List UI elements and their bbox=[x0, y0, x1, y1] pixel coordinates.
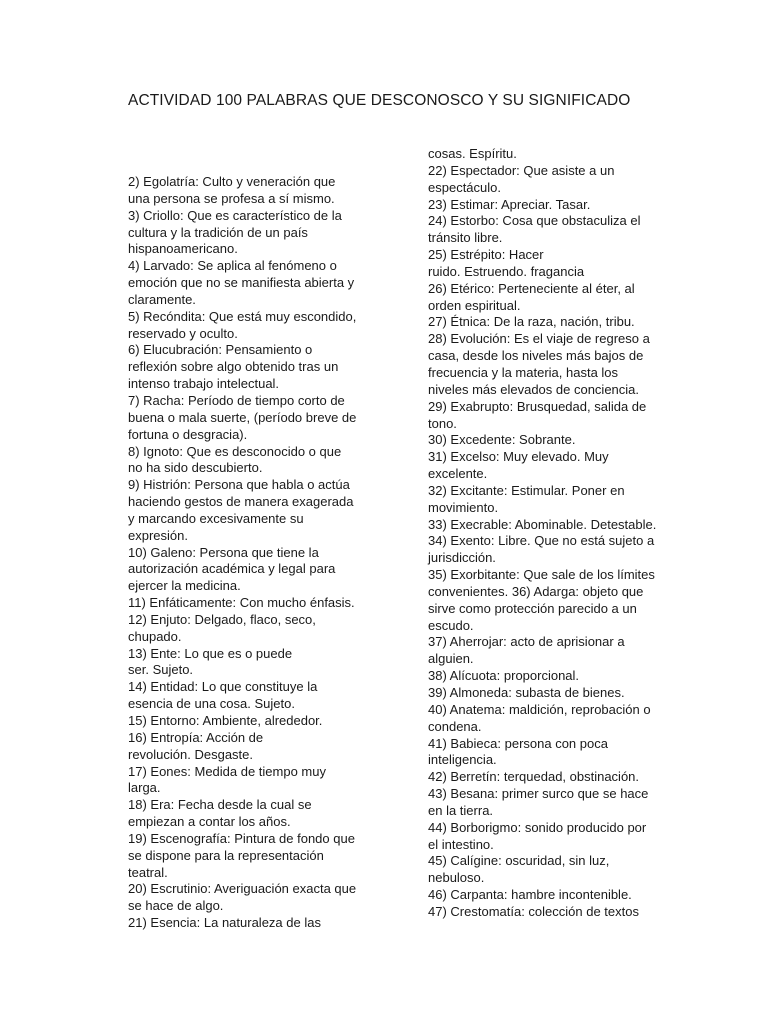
text-line: tránsito libre. bbox=[428, 230, 503, 246]
text-line: 41) Babieca: persona con poca bbox=[428, 735, 608, 751]
text-line: 28) Evolución: Es el viaje de regreso a bbox=[428, 331, 650, 347]
text-line: buena o mala suerte, (período breve de bbox=[128, 409, 357, 425]
text-line: 3) Criollo: Que es característico de la bbox=[128, 207, 342, 223]
text-line: 25) Estrépito: Hacer bbox=[428, 247, 544, 263]
text-line: orden espiritual. bbox=[428, 297, 521, 313]
text-line: cosas. Espíritu. bbox=[428, 146, 517, 161]
text-line: 37) Aherrojar: acto de aprisionar a bbox=[428, 634, 625, 650]
text-line: 30) Excedente: Sobrante. bbox=[428, 432, 576, 448]
text-line: 44) Borborigmo: sonido producido por bbox=[428, 819, 647, 835]
text-line: 34) Exento: Libre. Que no está sujeto a bbox=[428, 533, 655, 549]
text-line: teatral. bbox=[128, 864, 168, 880]
text-line: larga. bbox=[128, 780, 161, 796]
text-line: inteligencia. bbox=[428, 752, 497, 768]
text-line: nebuloso. bbox=[428, 870, 485, 886]
text-line: 22) Espectador: Que asiste a un bbox=[428, 162, 615, 178]
text-line: 10) Galeno: Persona que tiene la bbox=[128, 544, 319, 560]
text-line: 47) Crestomatía: colección de textos bbox=[428, 903, 639, 919]
text-line: 27) Étnica: De la raza, nación, tribu. bbox=[428, 314, 635, 330]
text-line: 42) Berretín: terquedad, obstinación. bbox=[428, 769, 640, 785]
text-line: 23) Estimar: Apreciar. Tasar. bbox=[428, 196, 591, 212]
text-line: frecuencia y la materia, hasta los bbox=[428, 364, 619, 380]
text-line: 32) Excitante: Estimular. Poner en bbox=[428, 482, 625, 498]
text-line: 43) Besana: primer surco que se hace bbox=[428, 786, 649, 802]
text-line: y marcando excesivamente su bbox=[128, 510, 304, 526]
text-line: haciendo gestos de manera exagerada bbox=[128, 494, 354, 510]
text-line: 13) Ente: Lo que es o puede bbox=[128, 645, 293, 661]
text-line: 12) Enjuto: Delgado, flaco, seco, bbox=[128, 611, 316, 627]
text-line: en la tierra. bbox=[428, 802, 494, 818]
text-line: condena. bbox=[428, 718, 482, 734]
text-line: expresión. bbox=[128, 527, 188, 543]
text-line: excelente. bbox=[428, 466, 488, 482]
text-line: 24) Estorbo: Cosa que obstaculiza el bbox=[428, 213, 641, 229]
text-line: 46) Carpanta: hambre incontenible. bbox=[428, 887, 632, 903]
text-line: 33) Execrable: Abominable. Detestable. bbox=[428, 516, 657, 532]
text-line: 45) Calígine: oscuridad, sin luz, bbox=[428, 853, 610, 869]
text-line: reflexión sobre algo obtenido tras un bbox=[128, 359, 339, 375]
text-line: ser. Sujeto. bbox=[128, 662, 194, 678]
text-line: 9) Histrión: Persona que habla o actúa bbox=[128, 477, 350, 493]
text-line: empiezan a contar los años. bbox=[128, 814, 291, 830]
text-line: 7) Racha: Período de tiempo corto de bbox=[128, 392, 345, 408]
text-line: escudo. bbox=[428, 617, 474, 633]
text-line: tono. bbox=[428, 415, 457, 431]
text-line: 5) Recóndita: Que está muy escondido, bbox=[128, 308, 357, 324]
text-line: 16) Entropía: Acción de bbox=[128, 729, 264, 745]
text-line: cultura y la tradición de un país bbox=[128, 224, 308, 240]
text-line: 2) Egolatría: Culto y veneración que bbox=[128, 174, 336, 189]
text-line: intenso trabajo intelectual. bbox=[128, 376, 280, 392]
text-line: no ha sido descubierto. bbox=[128, 460, 263, 476]
text-line: espectáculo. bbox=[428, 179, 501, 195]
text-line: el intestino. bbox=[428, 836, 494, 852]
text-line: 14) Entidad: Lo que constituye la bbox=[128, 679, 318, 695]
text-line: se hace de algo. bbox=[128, 898, 224, 914]
text-line: chupado. bbox=[128, 628, 182, 644]
text-line: 8) Ignoto: Que es desconocido o que bbox=[128, 443, 342, 459]
text-line: movimiento. bbox=[428, 499, 499, 515]
text-line: 35) Exorbitante: Que sale de los límites bbox=[428, 567, 655, 583]
text-line: 26) Etérico: Perteneciente al éter, al bbox=[428, 280, 635, 296]
right-column bbox=[428, 146, 656, 921]
document-title: ACTIVIDAD 100 PALABRAS QUE DESCONOSCO Y SU SIGNIFICADO bbox=[128, 92, 631, 109]
text-line: 17) Eones: Medida de tiempo muy bbox=[128, 763, 326, 779]
left-column bbox=[128, 174, 356, 932]
text-line: 18) Era: Fecha desde la cual se bbox=[128, 797, 312, 813]
text-line: 40) Anatema: maldición, reprobación o bbox=[428, 701, 651, 717]
text-line: fortuna o desgracia). bbox=[128, 426, 248, 442]
text-line: 19) Escenografía: Pintura de fondo que bbox=[128, 830, 355, 846]
text-line: emoción que no se manifiesta abierta y bbox=[128, 275, 355, 291]
text-line: reservado y oculto. bbox=[128, 325, 238, 341]
text-line: claramente. bbox=[128, 291, 196, 307]
text-line: ejercer la medicina. bbox=[128, 578, 241, 594]
text-line: autorización académica y legal para bbox=[128, 561, 336, 577]
text-line: 39) Almoneda: subasta de bienes. bbox=[428, 685, 625, 700]
text-line: 31) Excelso: Muy elevado. Muy bbox=[428, 449, 609, 465]
text-line: se dispone para la representación bbox=[128, 847, 324, 863]
text-line: 20) Escrutinio: Averiguación exacta que bbox=[128, 881, 357, 897]
text-line: ruido. Estruendo. fragancia bbox=[428, 263, 585, 279]
text-line: casa, desde los niveles más bajos de bbox=[428, 348, 644, 364]
text-line: 38) Alícuota: proporcional. bbox=[428, 668, 580, 684]
text-line: niveles más elevados de conciencia. bbox=[428, 381, 640, 397]
text-line: 29) Exabrupto: Brusquedad, salida de bbox=[428, 398, 647, 414]
text-line: sirve como protección parecido a un bbox=[428, 600, 637, 616]
text-line: 11) Enfáticamente: Con mucho énfasis. bbox=[128, 595, 355, 611]
text-line: 15) Entorno: Ambiente, alrededor. bbox=[128, 713, 323, 728]
text-line: hispanoamericano. bbox=[128, 241, 238, 257]
text-line: convenientes. 36) Adarga: objeto que bbox=[428, 583, 644, 599]
text-line: 6) Elucubración: Pensamiento o bbox=[128, 342, 313, 358]
text-line: 4) Larvado: Se aplica al fenómeno o bbox=[128, 258, 337, 274]
text-line: 21) Esencia: La naturaleza de las bbox=[128, 915, 321, 931]
text-line: jurisdicción. bbox=[428, 550, 496, 566]
text-line: revolución. Desgaste. bbox=[128, 746, 254, 762]
text-line: una persona se profesa a sí mismo. bbox=[128, 190, 335, 206]
text-line: alguien. bbox=[428, 651, 474, 667]
text-line: esencia de una cosa. Sujeto. bbox=[128, 696, 295, 712]
